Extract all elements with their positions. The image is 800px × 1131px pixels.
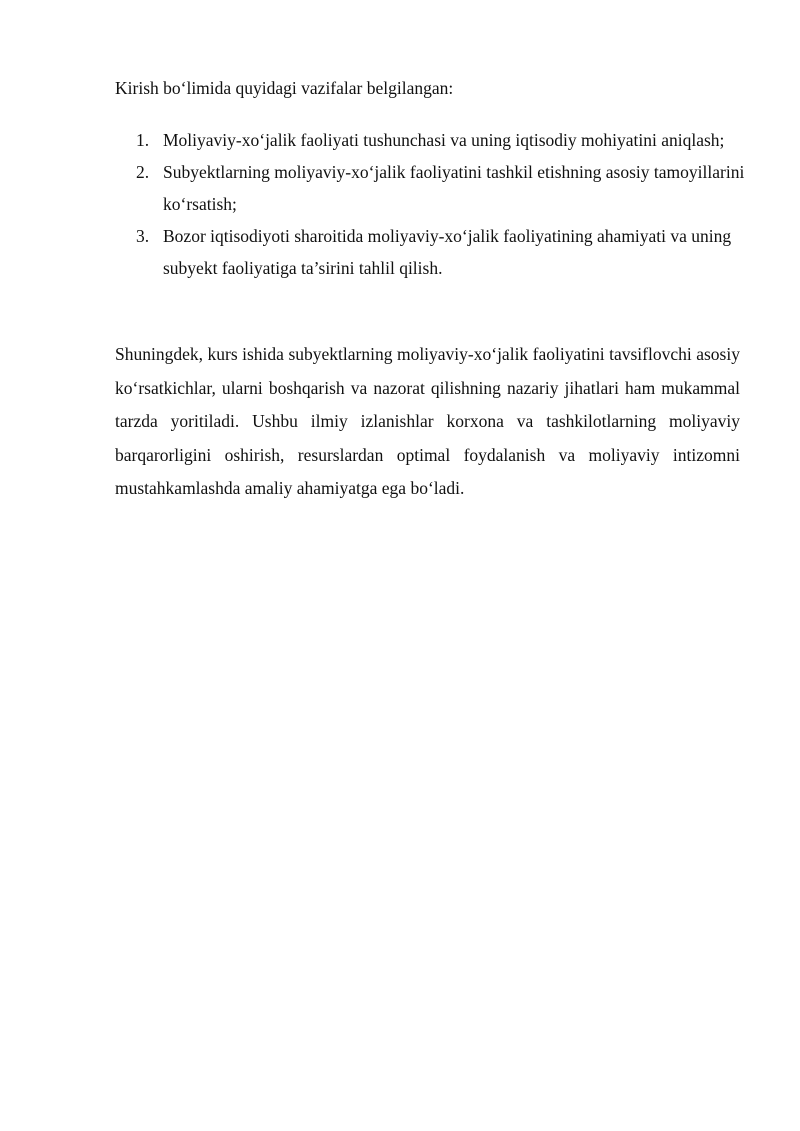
- task-item-1: [115, 124, 748, 156]
- task-text: Bozor iqtisodiyoti sharoitida moliyaviy-xo‘jalik faoliyatining ahamiyati va uning subyekt faoliyatiga ta’sirini tahlil qilish.: [163, 226, 732, 278]
- task-number: 1.: [136, 130, 150, 150]
- task-number: 3.: [136, 226, 150, 246]
- intro-text: Kirish bo‘limida quyidagi vazifalar belgilangan:: [115, 78, 454, 98]
- task-item-3: [115, 220, 748, 284]
- body-paragraph: Shuningdek, kurs ishida subyektlarning moliyaviy-xo‘jalik faoliyatini tavsiflovchi asosiy ko‘rsatkichlar, ularni boshqarish va nazorat qilishning nazariy jihatlari ham mukammal tarzda yoritiladi. Ushbu ilmiy izlanishlar korxona va tashkilotlarning moliyaviy barqarorligini oshirish, resurslardan optimal foydalanish va moliyaviy intizomni mustahkamlashda amaliy ahamiyatga ega bo‘ladi.: [115, 344, 740, 498]
- task-item-2: [115, 156, 748, 220]
- task-list: [115, 124, 755, 284]
- task-text: Subyektlarning moliyaviy-xo‘jalik faoliyatini tashkil etishning asosiy tamoyillarini ko‘rsatish;: [163, 162, 745, 214]
- task-number: 2.: [136, 162, 150, 182]
- task-text: Moliyaviy-xo‘jalik faoliyati tushunchasi va uning iqtisodiy mohiyatini aniqlash;: [163, 130, 725, 150]
